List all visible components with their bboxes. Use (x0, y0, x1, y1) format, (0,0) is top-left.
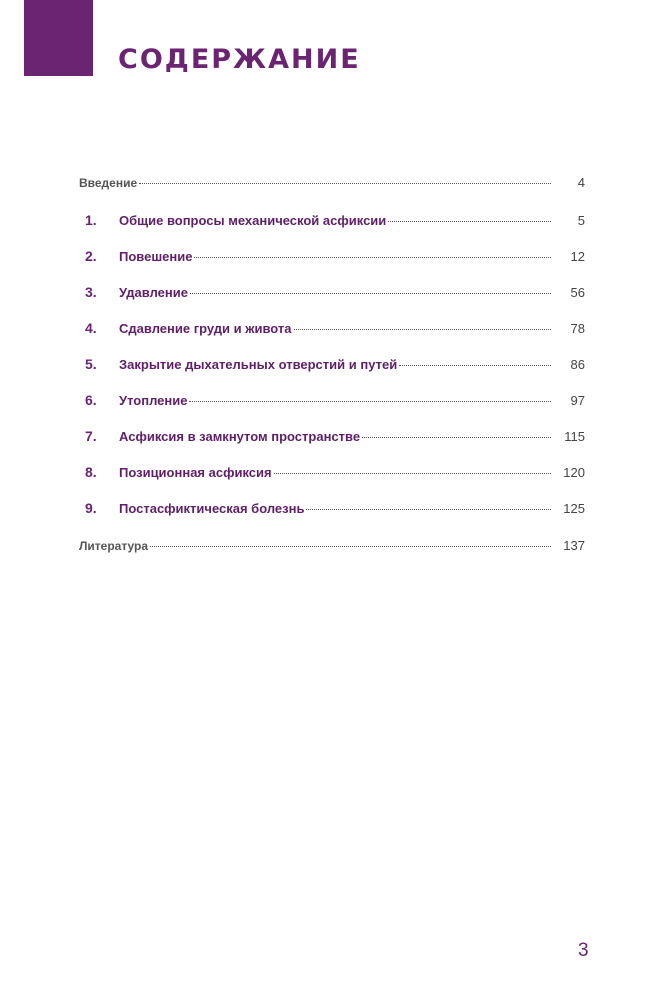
toc-entry-page: 137 (563, 538, 585, 553)
chapter-number: 1. (85, 212, 97, 228)
toc-entry-page: 4 (577, 175, 585, 190)
toc-entry-page: 125 (563, 501, 585, 516)
dot-leader (194, 257, 551, 258)
toc-entry-chapter-9[interactable] (85, 500, 585, 520)
dot-leader (306, 509, 551, 510)
toc-entry-label: Литература (79, 539, 149, 553)
chapter-number: 9. (85, 500, 97, 516)
toc-entry-label: Позиционная асфиксия (119, 465, 272, 480)
chapter-number: 3. (85, 284, 97, 300)
chapter-number: 7. (85, 428, 97, 444)
toc-entry-chapter-7[interactable] (85, 428, 585, 448)
toc-entry-chapter-1[interactable] (85, 212, 585, 232)
toc-entry-label: Введение (79, 176, 138, 190)
dot-leader (294, 329, 552, 330)
toc-entry-label: Удавление (119, 285, 188, 300)
toc-entry-page: 120 (563, 465, 585, 480)
toc-entry-chapter-2[interactable] (85, 248, 585, 268)
dot-leader (362, 437, 551, 438)
toc-entry-label: Асфиксия в замкнутом пространстве (119, 429, 361, 444)
dot-leader (388, 221, 551, 222)
dot-leader (274, 473, 551, 474)
toc-entry-page: 78 (570, 321, 585, 336)
toc-entry-page: 97 (570, 393, 585, 408)
chapter-number: 2. (85, 248, 97, 264)
dot-leader (150, 546, 551, 547)
chapter-number: 6. (85, 392, 97, 408)
chapter-number: 8. (85, 464, 97, 480)
page-title: СОДЕРЖАНИЕ (118, 44, 361, 75)
toc-entry-references[interactable] (79, 538, 585, 558)
toc-entry-label: Закрытие дыхательных отверстий и путей (119, 357, 398, 372)
chapter-number: 4. (85, 320, 97, 336)
page-number: 3 (578, 940, 589, 961)
dot-leader (399, 365, 551, 366)
toc-entry-page: 115 (564, 429, 585, 444)
toc-entry-page: 86 (570, 357, 585, 372)
toc-entry-chapter-5[interactable] (85, 356, 585, 376)
toc-entry-chapter-3[interactable] (85, 284, 585, 304)
toc-entry-label: Утопление (119, 393, 188, 408)
toc-entry-chapter-4[interactable] (85, 320, 585, 340)
dot-leader (139, 183, 551, 184)
toc-entry-chapter-6[interactable] (85, 392, 585, 412)
toc-entry-label: Повешение (119, 249, 193, 264)
corner-color-block (24, 0, 93, 76)
toc-entry-page: 5 (577, 213, 585, 228)
toc-entry-label: Постасфиктическая болезнь (119, 501, 305, 516)
toc-entry-label: Сдавление груди и живота (119, 321, 292, 336)
toc-entry-page: 12 (570, 249, 585, 264)
toc-entry-page: 56 (570, 285, 585, 300)
toc-entry-label: Общие вопросы механической асфиксии (119, 213, 387, 228)
dot-leader (190, 293, 551, 294)
dot-leader (189, 401, 551, 402)
toc-entry-intro[interactable] (79, 175, 585, 195)
toc-entry-chapter-8[interactable] (85, 464, 585, 484)
chapter-number: 5. (85, 356, 97, 372)
